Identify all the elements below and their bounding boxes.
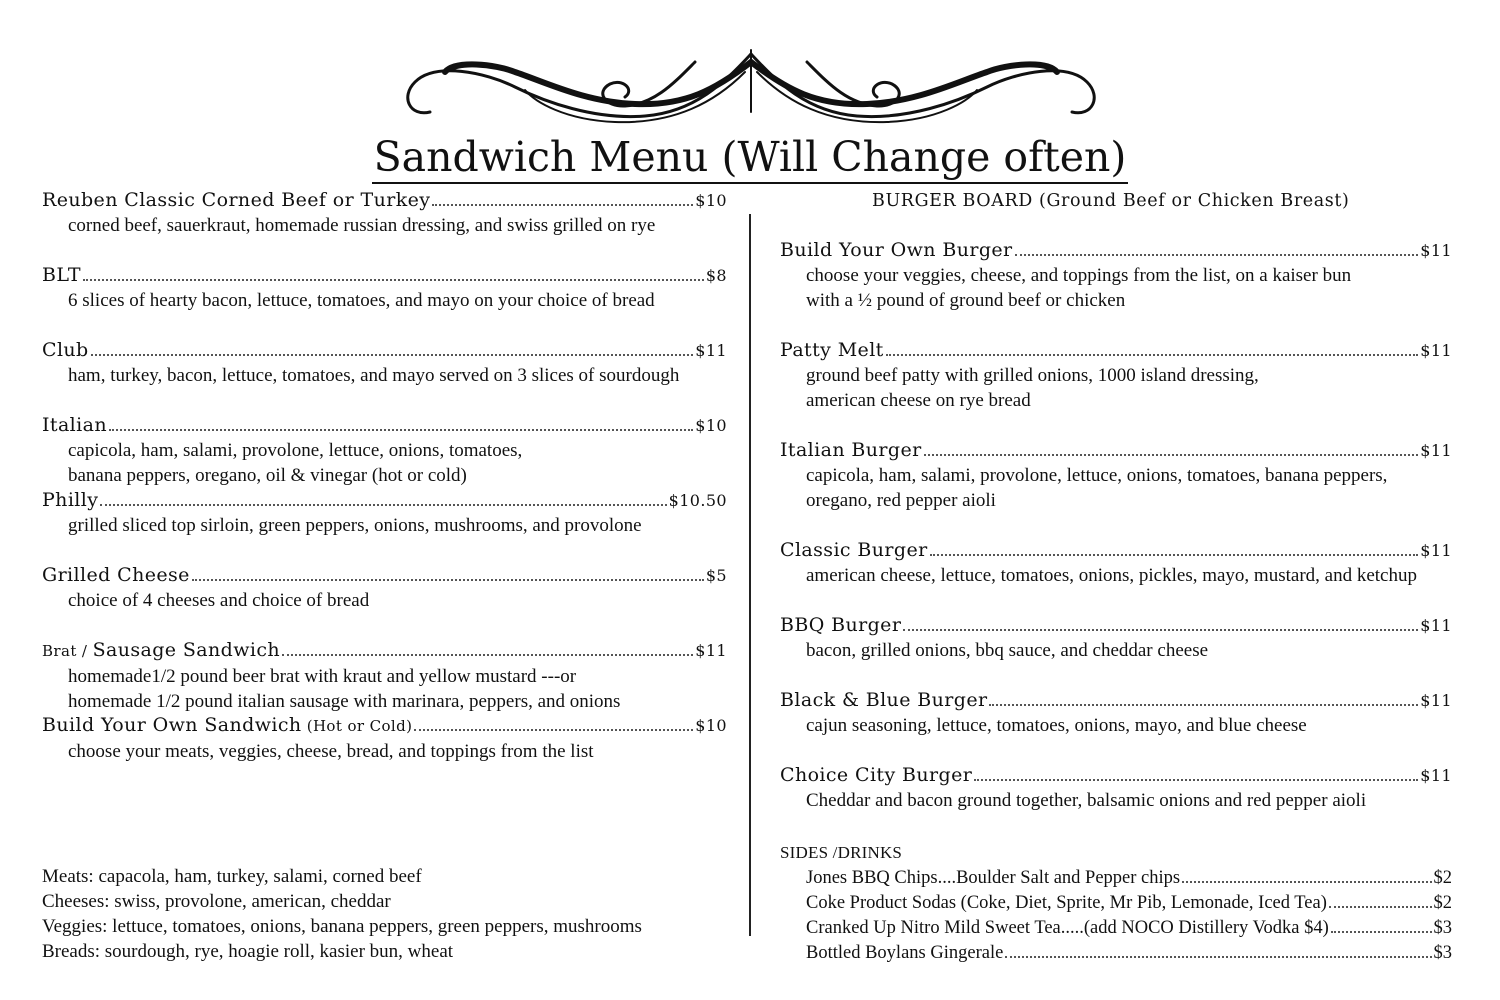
item-name: Philly — [42, 489, 99, 511]
burger-column — [780, 238, 1452, 838]
item-name: Italian Burger — [780, 439, 922, 461]
menu-item — [780, 763, 1452, 838]
menu-item-line — [780, 438, 1452, 463]
item-name — [42, 713, 412, 739]
side-price: $2 — [1433, 893, 1452, 913]
item-price: $10 — [695, 191, 727, 210]
menu-item — [780, 688, 1452, 763]
dot-leader — [109, 429, 693, 431]
menu-item-line — [42, 188, 727, 213]
menu-item-line — [780, 538, 1452, 563]
item-price: $11 — [1420, 441, 1452, 460]
menu-item — [780, 338, 1452, 438]
item-name: Classic Burger — [780, 539, 928, 561]
item-description: choose your meats, veggies, cheese, bread, and toppings from the list — [68, 741, 594, 762]
menu-item — [780, 238, 1452, 338]
item-price: $11 — [1420, 541, 1452, 560]
item-description: american cheese, lettuce, tomatoes, onions, pickles, mayo, mustard, and ketchup — [806, 565, 1417, 586]
item-name: Reuben Classic Corned Beef or Turkey — [42, 189, 431, 211]
sandwich-list — [42, 188, 727, 788]
item-description: capicola, ham, salami, provolone, lettuce, onions, tomatoes, — [68, 440, 523, 461]
side-item — [806, 866, 1452, 891]
item-price: $11 — [1420, 241, 1452, 260]
item-name: Club — [42, 339, 89, 361]
menu-item-line — [42, 263, 727, 288]
dot-leader — [989, 704, 1418, 706]
side-price: $3 — [1433, 918, 1452, 938]
item-name: Patty Melt — [780, 339, 884, 361]
item-description: 6 slices of hearty bacon, lettuce, tomatoes, and mayo on your choice of bread — [68, 290, 655, 311]
item-name-prefix: Brat / — [42, 642, 93, 660]
menu-item-line — [780, 763, 1452, 788]
sides-list — [806, 866, 1452, 966]
side-name: Coke Product Sodas (Coke, Diet, Sprite, Mr Pib, Lemonade, Iced Tea) — [806, 893, 1327, 913]
item-name: Build Your Own Burger — [780, 239, 1013, 261]
menu-item — [780, 538, 1452, 613]
side-name: Bottled Boylans Gingerale — [806, 943, 1004, 963]
dot-leader — [100, 504, 666, 506]
scroll-ornament — [395, 42, 1107, 130]
menu-item-line — [42, 413, 727, 438]
dot-leader — [282, 654, 693, 656]
page-title-text: Sandwich Menu (Will Change often) — [372, 133, 1129, 184]
side-price: $3 — [1433, 943, 1452, 963]
dot-leader — [1015, 254, 1419, 256]
item-description: Cheddar and bacon ground together, balsamic onions and red pepper aioli — [806, 790, 1367, 811]
menu-item-line — [780, 613, 1452, 638]
meats-line: Meats: capacola, ham, turkey, salami, corned beef — [42, 866, 422, 887]
column-divider — [749, 214, 751, 936]
item-price: $5 — [705, 566, 727, 585]
item-price: $11 — [695, 641, 727, 660]
dot-leader — [924, 454, 1419, 456]
dot-leader — [91, 354, 694, 356]
sandwich-column — [42, 188, 727, 788]
side-item — [806, 891, 1452, 916]
dot-leader — [903, 629, 1418, 631]
side-name: Jones BBQ Chips....Boulder Salt and Pepper chips — [806, 868, 1181, 888]
dot-leader — [886, 354, 1419, 356]
menu-item — [42, 413, 727, 488]
dot-leader — [1005, 956, 1431, 958]
item-price: $10 — [695, 716, 727, 735]
menu-item — [780, 613, 1452, 688]
side-item — [806, 916, 1452, 941]
dot-leader — [1182, 881, 1431, 883]
menu-item — [42, 713, 727, 788]
item-description: bacon, grilled onions, bbq sauce, and cheddar cheese — [806, 640, 1209, 661]
item-name — [42, 638, 280, 664]
menu-item — [780, 438, 1452, 538]
item-name: BLT — [42, 264, 81, 286]
menu-item — [42, 338, 727, 413]
menu-item-line — [780, 688, 1452, 713]
dot-leader — [192, 579, 704, 581]
menu-item-line — [42, 713, 727, 739]
menu-item-line — [42, 563, 727, 588]
menu-item-line — [42, 338, 727, 363]
dot-leader — [432, 204, 693, 206]
item-name-main: Build Your Own Sandwich — [42, 714, 302, 736]
burger-list — [780, 238, 1452, 838]
item-price: $8 — [705, 266, 727, 285]
menu-item — [42, 263, 727, 338]
dot-leader — [83, 279, 704, 281]
page-title — [0, 132, 1500, 182]
ingredients-list — [42, 864, 642, 964]
menu-item-line — [780, 338, 1452, 363]
item-description: banana peppers, oregano, oil & vinegar (hot or cold) — [68, 465, 467, 486]
dot-leader — [1329, 906, 1432, 908]
item-description: grilled sliced top sirloin, green peppers, onions, mushrooms, and provolone — [68, 515, 642, 536]
dot-leader — [974, 779, 1418, 781]
dot-leader — [414, 729, 693, 731]
item-description: homemade 1/2 pound italian sausage with marinara, peppers, and onions — [68, 691, 621, 712]
item-name: Black & Blue Burger — [780, 689, 988, 711]
item-price: $10 — [695, 416, 727, 435]
side-item — [806, 941, 1452, 966]
item-description: with a ½ pound of ground beef or chicken — [806, 290, 1126, 311]
item-price: $10.50 — [668, 491, 727, 510]
item-price: $11 — [1420, 766, 1452, 785]
item-description: ham, turkey, bacon, lettuce, tomatoes, and mayo served on 3 slices of sourdough — [68, 365, 680, 386]
item-price: $11 — [1420, 616, 1452, 635]
item-price: $11 — [695, 341, 727, 360]
item-description: corned beef, sauerkraut, homemade russian dressing, and swiss grilled on rye — [68, 215, 656, 236]
side-name: Cranked Up Nitro Mild Sweet Tea.....(add NOCO Distillery Vodka $4) — [806, 918, 1329, 938]
menu-item — [42, 488, 727, 563]
burger-board-header: BURGER BOARD (Ground Beef or Chicken Breast) — [872, 191, 1350, 211]
sides-drinks-header: SIDES /DRINKS — [780, 843, 903, 862]
item-name: BBQ Burger — [780, 614, 902, 636]
item-name: Italian — [42, 414, 107, 436]
item-price: $11 — [1420, 691, 1452, 710]
item-name-main: Sausage Sandwich — [92, 639, 281, 661]
item-description: cajun seasoning, lettuce, tomatoes, onions, mayo, and blue cheese — [806, 715, 1307, 736]
item-price: $11 — [1420, 341, 1452, 360]
item-name-suffix: (Hot or Cold) — [301, 717, 413, 735]
dot-leader — [1331, 931, 1432, 933]
veggies-line: Veggies: lettuce, tomatoes, onions, banana peppers, green peppers, mushrooms — [42, 916, 642, 937]
menu-item-line — [42, 638, 727, 664]
item-description: choose your veggies, cheese, and toppings from the list, on a kaiser bun — [806, 265, 1352, 286]
item-description: choice of 4 cheeses and choice of bread — [68, 590, 370, 611]
menu-item — [42, 563, 727, 638]
item-description: homemade1/2 pound beer brat with kraut and yellow mustard ---or — [68, 666, 577, 687]
item-description: capicola, ham, salami, provolone, lettuce, onions, tomatoes, banana peppers, — [806, 465, 1388, 486]
menu-item-line — [42, 488, 727, 513]
menu-item — [42, 638, 727, 713]
item-name: Choice City Burger — [780, 764, 973, 786]
breads-line: Breads: sourdough, rye, hoagie roll, kasier bun, wheat — [42, 941, 454, 962]
dot-leader — [930, 554, 1419, 556]
cheeses-line: Cheeses: swiss, provolone, american, cheddar — [42, 891, 391, 912]
menu-item — [42, 188, 727, 263]
item-description: oregano, red pepper aioli — [806, 490, 996, 511]
item-name: Grilled Cheese — [42, 564, 190, 586]
side-price: $2 — [1433, 868, 1452, 888]
item-description: american cheese on rye bread — [806, 390, 1031, 411]
item-description: ground beef patty with grilled onions, 1000 island dressing, — [806, 365, 1259, 386]
menu-item-line — [780, 238, 1452, 263]
